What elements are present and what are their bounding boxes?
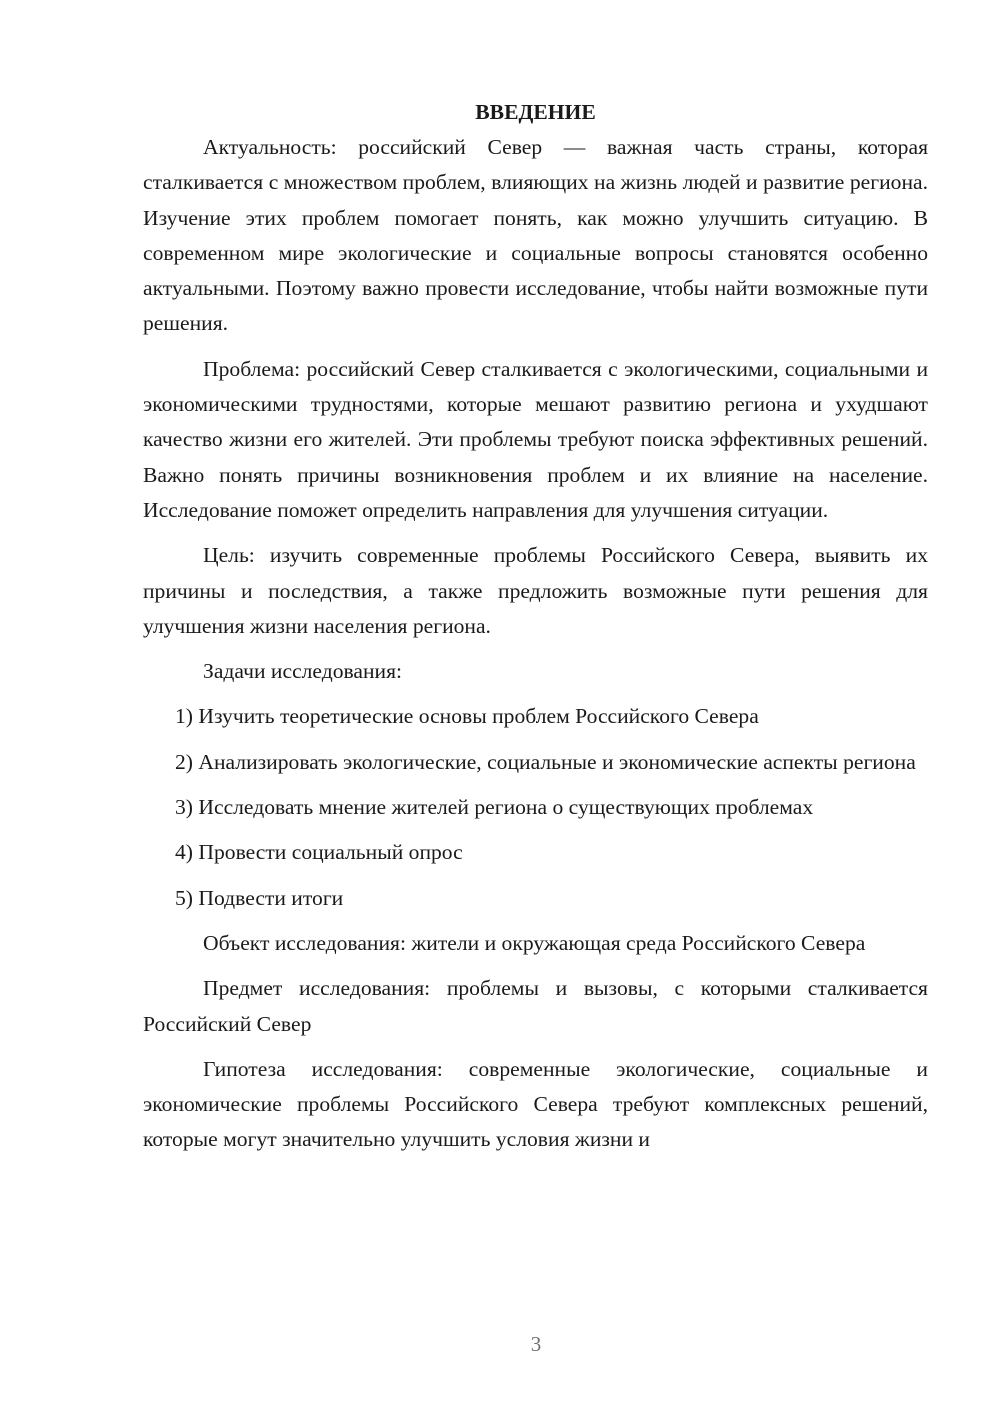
paragraph-problem: Проблема: российский Север сталкивается с экологическими, социальными и экономическими трудностями, которые мешают развитию региона и ухудшают качество жизни его жителей. Эти проблемы требуют поиска эффективных решений. Важно понять причины возникновения проблем и их влияние на население. Исследование поможет определить направления для улучшения ситуации.	[143, 356, 928, 522]
section-title: ВВЕДЕНИЕ	[475, 100, 596, 124]
paragraph-goal: Цель: изучить современные проблемы Российского Севера, выявить их причины и последствия, а также предложить возможные пути решения для улучшения жизни населения региона.	[143, 543, 928, 638]
task-item-4: 4) Провести социальный опрос	[175, 840, 463, 865]
task-item-1: 1) Изучить теоретические основы проблем Российского Севера	[175, 704, 759, 729]
paragraph-object: Объект исследования: жители и окружающая среда Российского Севера	[203, 930, 866, 955]
task-item-2: 2) Анализировать экологические, социальные и экономические аспекты региона	[175, 749, 916, 774]
paragraph-hypothesis: Гипотеза исследования: современные экологические, социальные и экономические проблемы Российского Севера требуют комплексных решений, которые могут значительно улучшить условия жизни и	[143, 1056, 928, 1152]
paragraph-subject: Предмет исследования: проблемы и вызовы, с которыми сталкивается Российский Север	[143, 976, 928, 1036]
paragraph-relevance: Актуальность: российский Север — важная часть страны, которая сталкивается с множеством проблем, влияющих на жизнь людей и развитие региона. Изучение этих проблем помогает понять, как можно улучшить ситуацию. В современном мире экологические и социальные вопросы становятся особенно актуальными. Поэтому важно провести исследование, чтобы найти возможные пути решения.	[143, 135, 928, 336]
task-item-3: 3) Исследовать мнение жителей региона о существующих проблемах	[175, 795, 814, 820]
task-item-5: 5) Подвести итоги	[175, 885, 344, 910]
page-number: 3	[530, 1332, 542, 1356]
page-content	[143, 95, 928, 1168]
paragraph-tasks-heading: Задачи исследования:	[203, 659, 403, 684]
